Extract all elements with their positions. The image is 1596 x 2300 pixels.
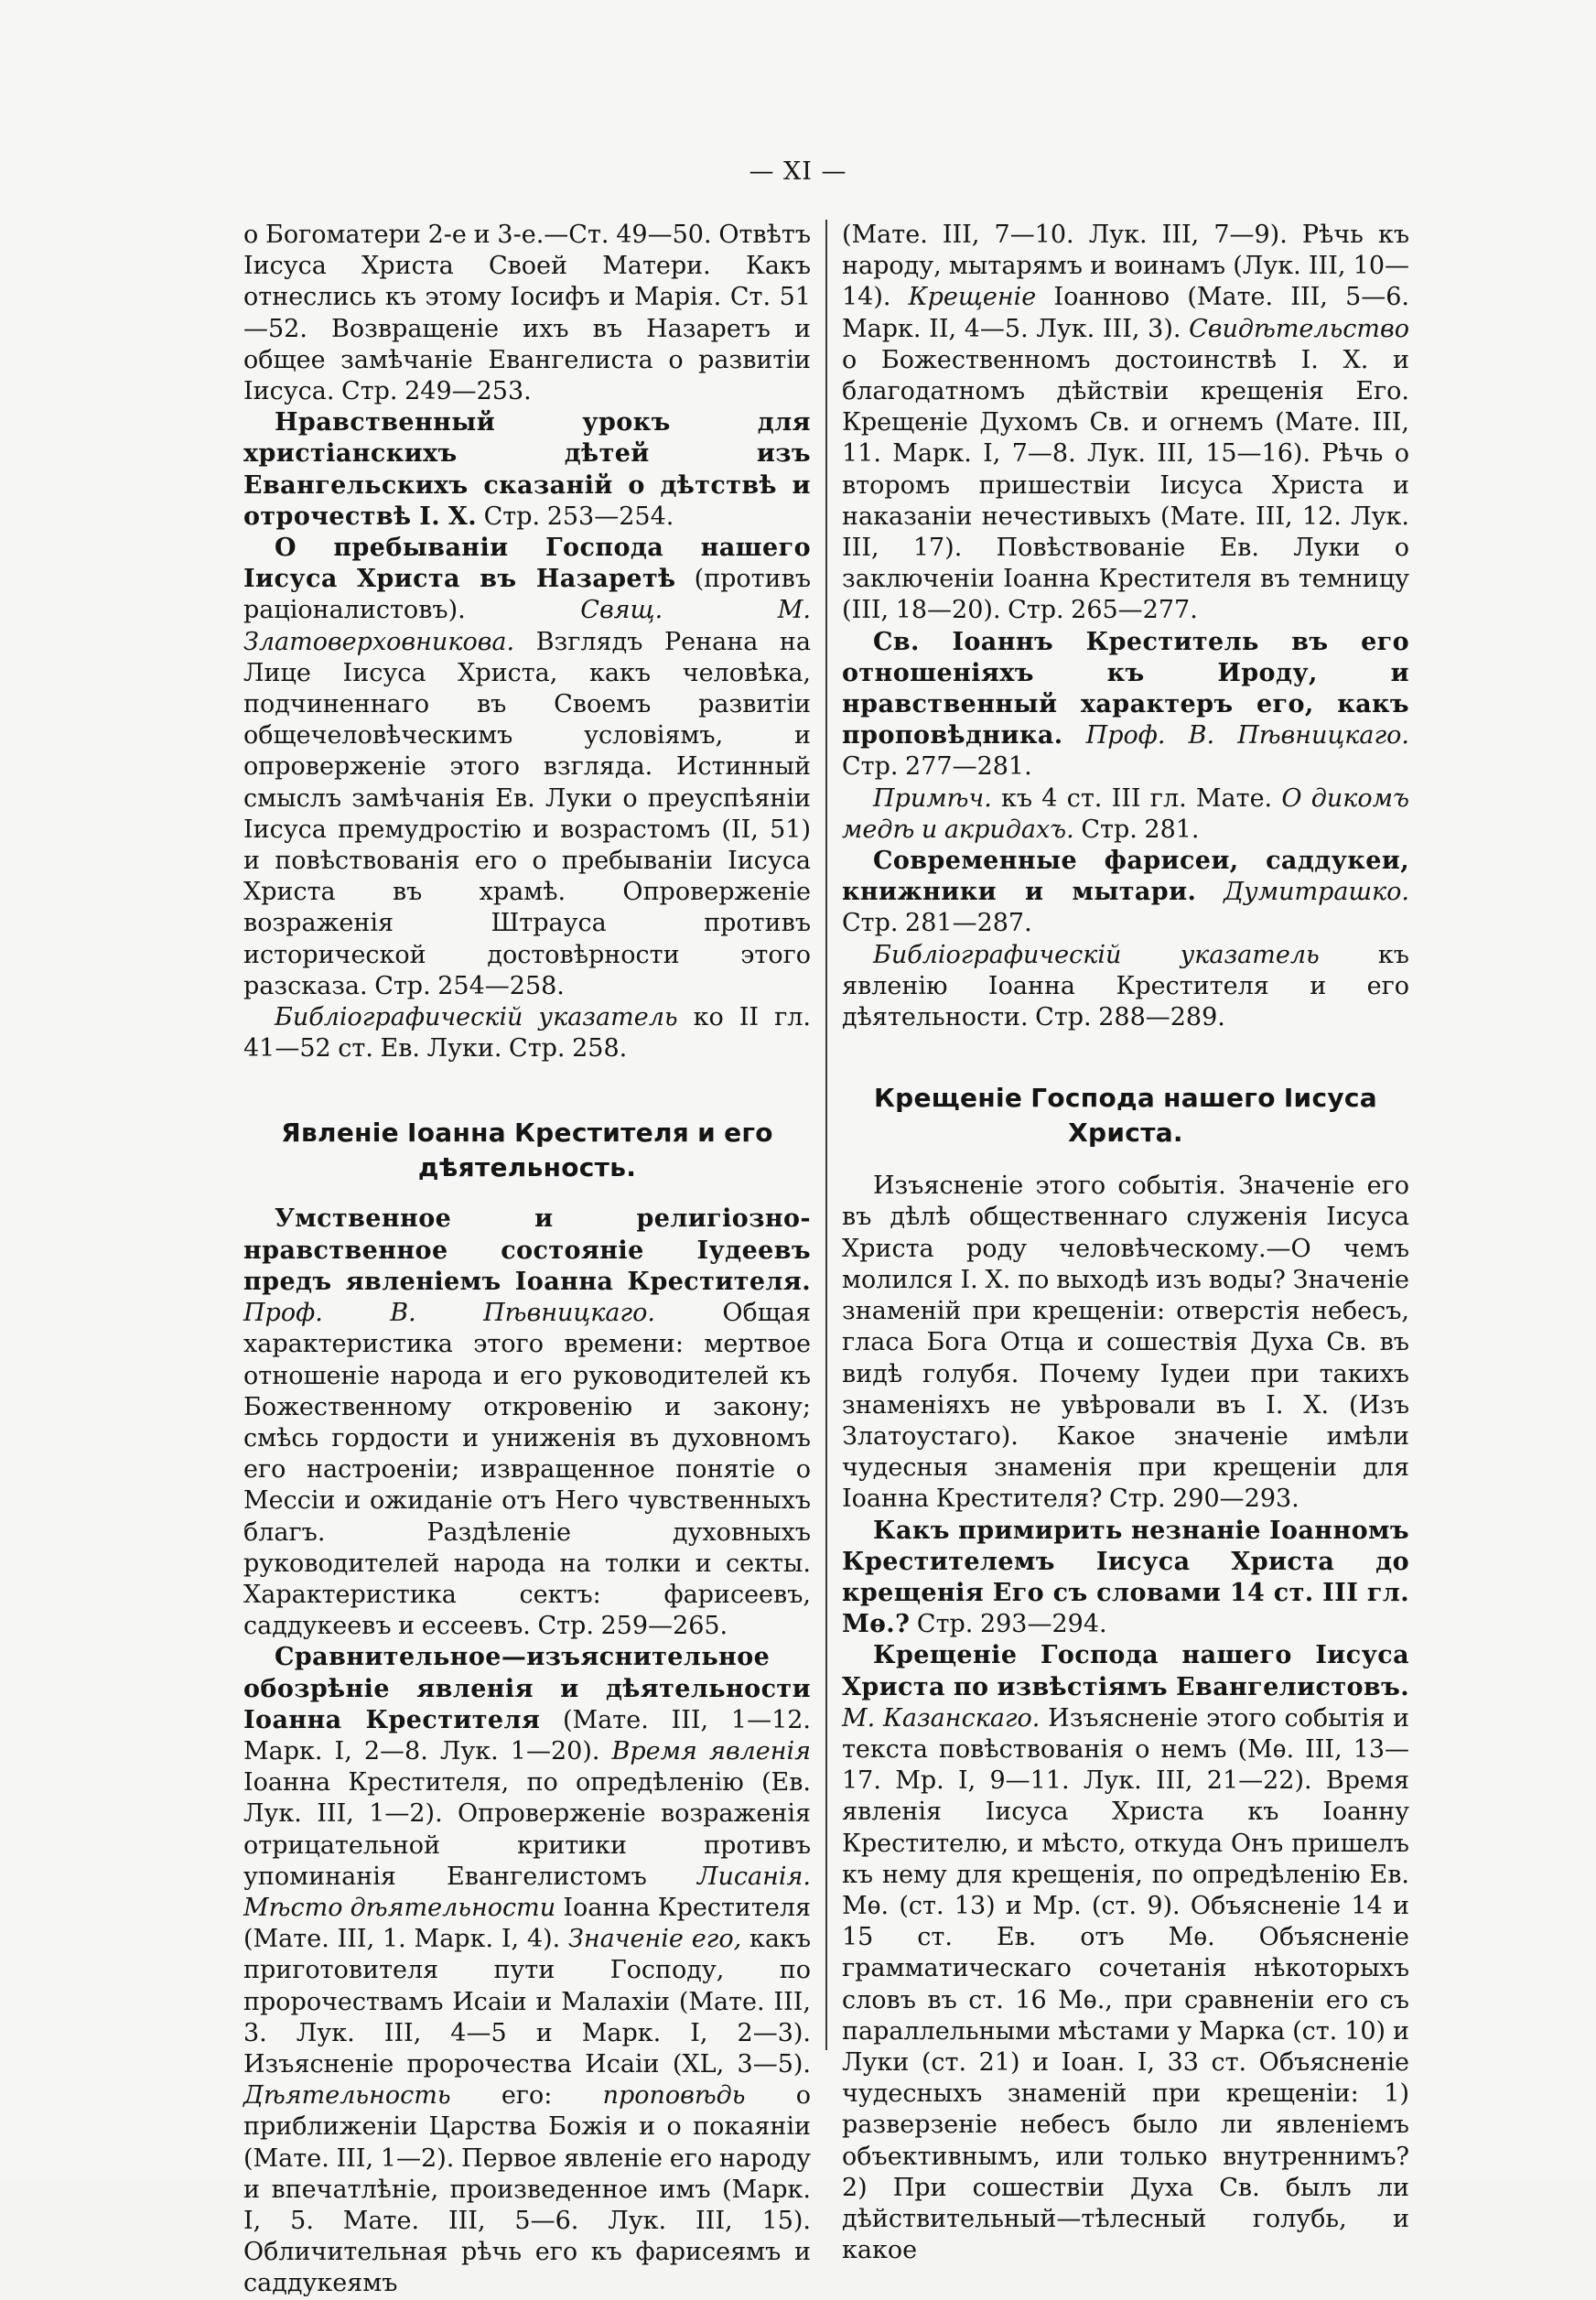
entry-subtitle: Свидѣтельство xyxy=(1189,314,1409,343)
entry-subtitle: Лисанія. Мѣсто дѣятельности xyxy=(243,1862,811,1922)
toc-entry xyxy=(842,220,1409,627)
column-divider xyxy=(825,220,827,2050)
entry-text: его: xyxy=(450,2081,603,2111)
entry-text: (противъ раціоналистовъ). xyxy=(243,565,811,625)
toc-entry xyxy=(243,1642,811,2299)
entry-author: Проф. В. Пѣвницкаго. xyxy=(1062,721,1409,750)
entry-text: о приближеніи Царства Божія и о покаяніи (Мате. III, 1—2). Первое явленіе его народу и впечатлѣніе, произведенное имъ (Марк. I, 5. Мате. III, 5—6. Лук. III, 15). Обличительная рѣчь его къ фарисеямъ и саддукеямъ xyxy=(243,2081,811,2298)
entry-title: Сравнительное—изъяснительное обозрѣніе явленія и дѣятельности Іоанна Крестителя xyxy=(243,1643,811,1734)
toc-entry xyxy=(842,627,1409,783)
entry-title: Св. Іоаннъ Креститель въ его отношеніяхъ къ Ироду, и нравственный характеръ его, какъ проповѣдника. xyxy=(842,627,1409,750)
toc-entry xyxy=(243,407,811,533)
entry-pages: Стр. 281—287. xyxy=(842,909,1032,938)
entry-pages: Стр. 293—294. xyxy=(910,1610,1107,1639)
entry-author: Свящ. М. Златоверховникова. xyxy=(243,596,811,656)
toc-entry xyxy=(243,1204,811,1642)
entry-author: Думитрашко. xyxy=(1196,878,1409,907)
entry-subtitle: Время явленія xyxy=(611,1736,812,1765)
toc-entry xyxy=(842,1640,1409,2266)
entry-subtitle: проповѣдь xyxy=(602,2081,746,2111)
toc-entry xyxy=(842,783,1409,846)
entry-text: (Мате. III, 1—12. Марк. I, 2—8. Лук. 1—20). xyxy=(243,1705,812,1765)
section-heading: Крещеніе Господа нашего Іисуса Христа. xyxy=(873,1083,1378,1149)
entry-title: Библіографическій указатель xyxy=(873,940,1320,969)
section-heading: Явленіе Іоанна Крестителя и его дѣятельность. xyxy=(281,1118,773,1183)
entry-subtitle: Значеніе его, xyxy=(568,1925,742,1954)
entry-subtitle: Дѣятельность xyxy=(243,2081,451,2111)
entry-text: Іоанново (Мате. III, 5—6. Марк. II, 4—5. Лук. III, 3). xyxy=(842,283,1410,343)
toc-entry xyxy=(842,1516,1409,1641)
toc-entry xyxy=(243,533,811,1002)
entry-text: какъ приготовителя пути Господу, по пророчествамъ Исаіи и Малахіи (Мате. III, 3. Лук. III, 4—5 и Марк. I, 2—3). Изъясненіе пророчества Исаіи (XL, 3—5). xyxy=(243,1925,812,2079)
entry-pages: Стр. 281. xyxy=(1073,815,1200,844)
entry-subtitle: Примѣч. xyxy=(873,783,992,813)
entry-text: Изъясненіе этого событія и текста повѣствованія о немъ (Мѳ. III, 13—17. Мр. I, 9—11. Лук. III, 21—22). Время явленія Іисуса Христа къ Іоанну Крестителю, и мѣсто, откуда Онъ пришелъ къ нему для крещенія, по опредѣленію Ев. Мѳ. (ст. 13) и Мр. (ст. 9). Объясненіе 14 и 15 ст. Ев. отъ Мѳ. Объясненіе грамматическаго сочетанія нѣкоторыхъ словъ въ ст. 16 Мѳ., при сравненіи его съ параллельными мѣстами у Марка (ст. 10) и Луки (ст. 21) и Іоан. I, 33 ст. Объясненіе чудесныхъ знаменій при крещеніи: 1) разверзеніе небесъ было ли явленіемъ объективнымъ, или только внутреннимъ? 2) При сошествіи Духа Св. былъ ли дѣйствительный—тѣлесный голубь, и какое xyxy=(842,1703,1409,2265)
entry-title: О пребываніи Господа нашего Іисуса Христа въ Назаретѣ xyxy=(243,534,811,594)
entry-title: Умственное и религіозно-нравственное состояніе Іудеевъ предъ явленіемъ Іоанна Крестителя. xyxy=(243,1204,811,1296)
toc-entry xyxy=(243,1002,811,1064)
entry-text: Іоанна Крестителя, по опредѣленію (Ев. Лук. III, 1—2). Опроверженіе возраженія отрицательной критики противъ упоминанія Евангелистомъ xyxy=(243,1768,811,1891)
entry-text: Общая характеристика этого времени: мертвое отношеніе народа и его руководителей къ Божественному откровенію и закону; смѣсь гордости и униженія въ духовномъ его настроеніи; извращенное понятіе о Мессіи и ожиданіе отъ Него чувственныхъ благъ. Раздѣленіе духовныхъ руководителей народа на толки и секты. Характеристика сектъ: фарисеевъ, саддукеевъ и ессеевъ. Стр. 259—265. xyxy=(243,1299,811,1641)
entry-text: ко II гл. 41—52 ст. Ев. Луки. Стр. 258. xyxy=(243,1003,811,1064)
entry-author: Проф. В. Пѣвницкаго. xyxy=(243,1299,655,1328)
entry-text: Взглядъ Ренана на Лице Іисуса Христа, какъ человѣка, подчиненнаго въ Своемъ развитіи общечеловѣческимъ условіямъ, и опроверженіе этого взгляда. Истинный смыслъ замѣчанія Ев. Луки о преуспѣяніи Іисуса премудростію и возрастомъ (II, 51) и повѣствованія его о пребываніи Іисуса Христа въ храмѣ. Опроверженіе возраженія Штрауса противъ исторической достовѣрности этого разсказа. Стр. 254—258. xyxy=(243,627,811,1000)
entry-title: Крещеніе Господа нашего Іисуса Христа по извѣстіямъ Евангелистовъ. xyxy=(842,1641,1409,1701)
toc-entry xyxy=(842,940,1409,1034)
entry-pages: Стр. 253—254. xyxy=(477,502,674,531)
entry-author: М. Казанскаго. xyxy=(842,1703,1041,1733)
entry-text: къ явленію Іоанна Крестителя и его дѣятельности. Стр. 288—289. xyxy=(842,940,1409,1032)
entry-subtitle: О дикомъ медѣ и акридахъ. xyxy=(842,783,1409,844)
entry-subtitle: Крещеніе xyxy=(908,283,1037,312)
entry-text: о Богоматери 2-е и 3-е.—Ст. 49—50. Отвѣтъ Іисуса Христа Своей Матери. Какъ отнеслись къ этому Іосифъ и Марія. Ст. 51—52. Возвращеніе ихъ въ Назаретъ и общее замѣчаніе Евангелиста о развитіи Іисуса. Стр. 249—253. xyxy=(243,221,811,406)
entry-text: о Божественномъ достоинствѣ I. Х. и благодатномъ дѣйствіи крещенія Его. Крещеніе Духомъ Св. и огнемъ (Мате. III, 11. Марк. I, 7—8. Лук. III, 15—16). Рѣчь о второмъ пришествіи Іисуса Христа и наказаніи нечестивыхъ (Мате. III, 12. Лук. III, 17). Повѣствованіе Ев. Луки о заключеніи Іоанна Крестителя въ темницу (III, 18—20). Стр. 265—277. xyxy=(842,345,1409,625)
left-column xyxy=(243,220,811,2300)
entry-text: Іоанна Крестителя (Мате. III, 1. Марк. I, 4). xyxy=(243,1893,812,1954)
toc-entry xyxy=(842,846,1409,940)
entry-title: Библіографическій указатель xyxy=(275,1003,678,1032)
entry-text: (Мате. III, 7—10. Лук. III, 7—9). Рѣчь къ народу, мытарямъ и воинамъ (Лук. III, 10—14). xyxy=(842,221,1409,312)
entry-pages: Стр. 277—281. xyxy=(842,752,1032,782)
page-number: — XI — xyxy=(749,157,847,186)
entry-title: Нравственный урокъ для христіанскихъ дѣтей изъ Евангельскихъ сказаній о дѣтствѣ и отрочествѣ І. Х. xyxy=(243,408,811,531)
right-column xyxy=(842,220,1409,2266)
entry-title: Какъ примирить незнаніе Іоанномъ Крестителемъ Іисуса Христа до крещенія Его съ словами 14 ст. III гл. Мѳ.? xyxy=(842,1516,1409,1639)
entry-text: Изъясненіе этого событія. Значеніе его въ дѣлѣ общественнаго служенія Іисуса Христа роду человѣческому.—О чемъ молился I. Х. по выходѣ изъ воды? Значеніе знаменій при крещеніи: отверстія небесъ, гласа Бога Отца и сошествія Духа Св. въ видѣ голубя. Почему Іудеи при такихъ знаменіяхъ не увѣровали въ I. Х. (Изъ Златоустаго). Какое значеніе имѣли чудесныя знаменія при крещеніи для Іоанна Крестителя? Стр. 290—293. xyxy=(842,1172,1409,1514)
entry-text: къ 4 ст. III гл. Мате. xyxy=(991,783,1282,813)
entry-title: Современные фарисеи, саддукеи, книжники и мытари. xyxy=(842,847,1409,907)
